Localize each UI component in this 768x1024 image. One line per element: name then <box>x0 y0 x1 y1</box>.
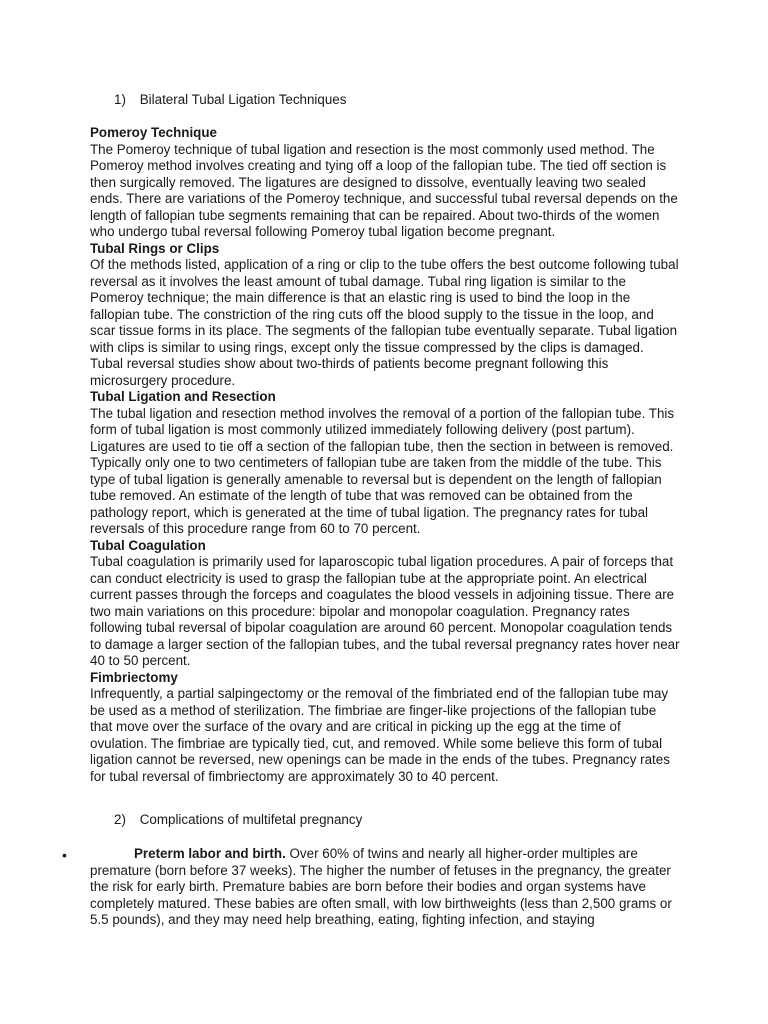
section-coagulation <box>90 538 680 670</box>
bullet-icon: • <box>62 847 67 863</box>
section-pomeroy <box>90 125 680 241</box>
section-ligation-resection <box>90 389 680 538</box>
bullet-lead: Preterm labor and birth. <box>134 846 286 861</box>
section-body: The tubal ligation and resection method involves the removal of a portion of the fallopian tube. This form of tubal ligation is most commonly utilized immediately following delivery (post partum). Ligatures are used to tie off a section of the fallopian tube, then the section in between is removed. Typically only one to two centimeters of fallopian tube are taken from the middle of the tube. This type of tubal ligation is generally amenable to reversal but is dependent on the length of fallopian tube removed. An estimate of the length of tube that was removed can be obtained from the pathology report, which is generated at the time of tubal ligation. The pregnancy rates for tubal reversals of this procedure range from 60 to 70 percent. <box>90 405 675 536</box>
section-title: Tubal Ligation and Resection <box>90 389 276 404</box>
bullet-paragraph <box>90 846 680 929</box>
section-title: Fimbriectomy <box>90 669 178 685</box>
section-title: Pomeroy Technique <box>90 125 217 140</box>
heading-2 <box>114 812 362 828</box>
sections <box>90 125 680 785</box>
section-title: Tubal Rings or Clips <box>90 240 220 256</box>
section-body: Infrequently, a partial salpingectomy or the removal of the fimbriated end of the fallopian tube may be used as a method of sterilization. The fimbriae are finger-like projections of the fallopian tube that move over the surface of the ovary and are critical in picking up the egg at the time of ovulation. The fimbriae are typically tied, cut, and removed. While some believe this form of tubal ligation cannot be reversed, new openings can be made in the ends of the tubes. Pregnancy rates for tubal reversal of fimbriectomy are approximately 30 to 40 percent. <box>90 686 670 784</box>
section-title: Tubal Coagulation <box>90 537 206 553</box>
heading-2-number: 2) <box>114 812 126 827</box>
section-rings-clips <box>90 241 680 390</box>
section-body: The Pomeroy technique of tubal ligation and resection is the most commonly used method. The Pomeroy method involves creating and tying off a loop of the fallopian tube. The tied off section is then surgically removed. The ligatures are designed to dissolve, eventually leaving two sealed ends. There are variations of the Pomeroy technique, and successful tubal reversal depends on the length of fallopian tube segments remaining that can be repaired. About two-thirds of the women who undergo tubal reversal following Pomeroy tubal ligation become pregnant. <box>90 141 678 239</box>
section-body: Of the methods listed, application of a ring or clip to the tube offers the best outcome following tubal reversal as it involves the least amount of tubal damage. Tubal ring ligation is similar to the Pomeroy technique; the main difference is that an elastic ring is used to bind the loop in the fallopian tube. The constriction of the ring cuts off the blood supply to the tissue in the loop, and scar tissue forms in its place. The segments of the fallopian tube eventually separate. Tubal ligation with clips is similar to using rings, except only the tissue compressed by the clips is damaged. Tubal reversal studies show about two-thirds of patients become pregnant following this microsurgery procedure. <box>90 257 679 388</box>
section-body: Tubal coagulation is primarily used for laparoscopic tubal ligation procedures. A pair of forceps that can conduct electricity is used to grasp the fallopian tube at the appropriate point. An electrical current passes through the forceps and coagulates the blood vessels in adjoining tissue. There are two main variations on this procedure: bipolar and monopolar coagulation. Pregnancy rates following tubal reversal of bipolar coagulation are around 60 percent. Monopolar coagulation tends to damage a larger section of the fallopian tubes, and the tubal reversal pregnancy rates hover near 40 to 50 percent. <box>90 554 680 668</box>
bullet-body: Over 60% of twins and nearly all higher-order multiples are premature (born before 37 weeks). The higher the number of fetuses in the pregnancy, the greater the risk for early birth. Premature babies are born before their bodies and organ systems have completely matured. These babies are often small, with low birthweights (less than 2,500 grams or 5.5 pounds), and they may need help breathing, eating, fighting infection, and staying <box>90 846 672 927</box>
heading-1 <box>114 92 346 108</box>
heading-1-number: 1) <box>114 92 126 107</box>
heading-1-text: Bilateral Tubal Ligation Techniques <box>139 92 347 107</box>
section-fimbriectomy <box>90 670 680 786</box>
heading-2-text: Complications of multifetal pregnancy <box>139 812 363 827</box>
